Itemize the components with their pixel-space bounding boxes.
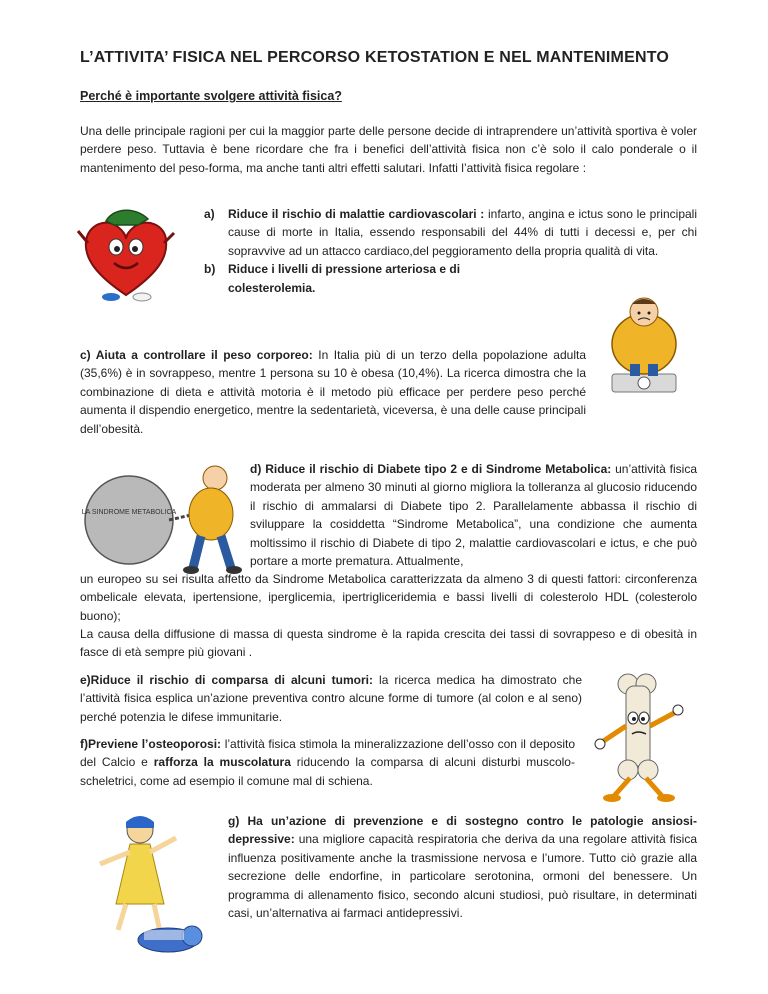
item-f-text-1: l’attività fisica stimola la mineralizzazione dell’osso con il deposito del Calcio e bbox=[80, 737, 575, 770]
item-e bbox=[80, 671, 582, 726]
item-b-title-line1: Riduce i livelli di pressione arteriosa e di bbox=[228, 262, 461, 277]
running-bone-illustration bbox=[590, 672, 696, 804]
item-c-title: c) Aiuta a controllare il peso corporeo: bbox=[80, 348, 313, 362]
item-f-title: f)Previene l’osteoporosi: bbox=[80, 737, 222, 751]
joy-and-sadness-illustration bbox=[80, 812, 206, 960]
item-a-title: Riduce il rischio di malattie cardiovascolari : bbox=[228, 207, 485, 221]
item-f-title-2: rafforza la muscolatura bbox=[153, 755, 291, 770]
item-g-title: g) Ha un’azione di prevenzione e di sostegno contro le patologie ansiosi-depressive: bbox=[228, 814, 697, 847]
item-b-title-line2: colesterolemia. bbox=[228, 280, 316, 295]
page-title: L’ATTIVITA’ FISICA NEL PERCORSO KETOSTATION E NEL MANTENIMENTO bbox=[80, 49, 670, 66]
item-b bbox=[204, 260, 697, 278]
item-g-text: una migliore capacità respiratoria che deriva da una regolare attività fisica influenza positivamente anche la trasmissione nervosa e l’umore. Tutto ciò grazie alla secrezione delle endorfine, in particolare serotonina, ormoni del benessere. Un programma di allenamento fisico, secondo alcuni studiosi, può risultare, in determinati casi, un’alternativa ai farmaci antidepressivi. bbox=[228, 832, 697, 921]
item-d-text-top: un’attività fisica moderata per almeno 30 minuti al giorno migliora la tolleranza al glucosio riducendo il rischio di ammalarsi di Diabete tipo 2. Parallelamente abbassa il rischio di sviluppare la cosiddetta “Sindrome Metabolica”, una condizione che aumenta moltissimo il rischio di Diabete di tipo 2, malattie cardiovascolari e ictus, e che può portare a morte prematura. Attualmente, bbox=[250, 462, 697, 569]
item-f-text-2: riducendo la comparsa di alcuni disturbi muscolo-scheletrici, come ad esempio il comune mal di schiena. bbox=[80, 755, 575, 788]
item-d-top bbox=[250, 460, 697, 570]
item-e-title: e)Riduce il rischio di comparsa di alcuni tumori: bbox=[80, 673, 374, 687]
item-c-text: In Italia più di un terzo della popolazione adulta (35,6%) è in sovrappeso, mentre 1 persona su 10 è obesa (10,4%). La ricerca dimostra che la combinazione di dieta e attività motoria è il metodo più efficace per perdere peso perché aumenta il dispendio energetico, mentre la sedentarietà, viceversa, è una delle cause principali dell’obesità. bbox=[80, 348, 586, 436]
item-d-title: d) Riduce il rischio di Diabete tipo 2 e di Sindrome Metabolica: bbox=[250, 462, 612, 476]
running-heart-illustration bbox=[76, 203, 176, 303]
overweight-man-on-scale-illustration bbox=[590, 292, 700, 397]
item-a-text: infarto, angina e ictus sono le principali cause di morte in Italia, essendo responsabili del 44% di tutti i decessi e, per chi sopravvive ad un attacco cardiaco,del peggioramento della propria qualità di vita. bbox=[228, 207, 697, 258]
item-d-paragraph-2: La causa della diffusione di massa di questa sindrome è la rapida crescita dei tassi di sovrappeso e di obesità in fasce di età sempre più giovani . bbox=[80, 627, 697, 660]
man-dragging-ball-illustration bbox=[77, 456, 245, 576]
item-g bbox=[228, 812, 697, 922]
ball-caption: LA SINDROME METABOLICA bbox=[81, 509, 177, 516]
intro-paragraph: Una delle principale ragioni per cui la maggior parte delle persone decide di intraprendere un’attività sportiva è voler perdere peso. Tuttavia è bene ricordare che fra i benefici dell’attività fisica non c’è solo il calo ponderale o il mantenimento del peso-forma, ma anche tanti altri effetti salutari. Infatti l’attività fisica regolare : bbox=[80, 124, 697, 175]
item-a bbox=[204, 205, 697, 297]
section-heading: Perché è importante svolgere attività fisica? bbox=[80, 89, 342, 103]
item-c bbox=[80, 346, 586, 438]
item-d-bottom: un europeo su sei risulta affetto da Sindrome Metabolica caratterizzata da almeno 3 di questi fattori: circonferenza ombelicale elevata, ipertensione, iperglicemia, ipertrigliceridemia e bassi livelli di colesterolo HDL (colesterolo buono); bbox=[80, 572, 697, 623]
item-e-text: la ricerca medica ha dimostrato che l’attività fisica esplica un’azione preventiva contro alcune forme di tumore (al colon e al seno) perché potenzia le difese immunitarie. bbox=[80, 673, 583, 724]
item-f bbox=[80, 735, 575, 790]
item-a-label: a) bbox=[204, 207, 215, 221]
item-b-label: b) bbox=[204, 262, 216, 277]
